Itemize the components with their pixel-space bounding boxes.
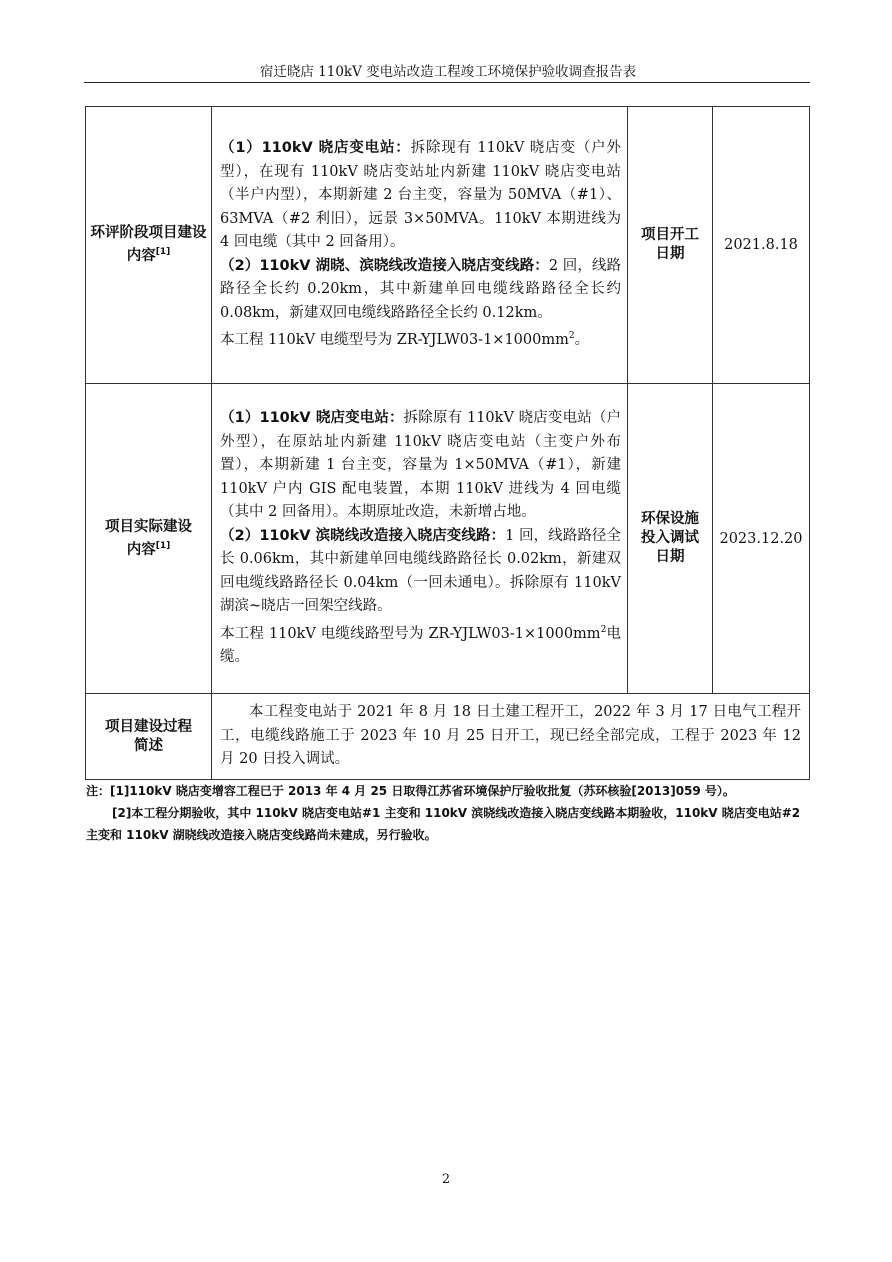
- header-divider: [84, 82, 810, 83]
- actual-p3-sup: 2: [600, 624, 607, 635]
- table-row-actual: [86, 384, 810, 694]
- actual-paragraph-3: [220, 619, 621, 670]
- eia-p3-tail: 。: [574, 332, 590, 349]
- start-date-value: 2021.8.18: [713, 107, 810, 384]
- actual-label-footnote: [1]: [155, 540, 171, 551]
- commissioning-date-label: 环保设施投入调试日期: [628, 384, 713, 694]
- actual-paragraph-2: [220, 525, 621, 619]
- footnote-2: [2]本工程分期验收，其中 110kV 晓店变电站#1 主变和 110kV 滨晓线改造接入晓店变线路本期验收，110kV 晓店变电站#2 主变和 110kV 湖晓线改造接入晓店变线路尚未建成，另行验收。: [86, 806, 801, 842]
- eia-p2-text: 2 回，线路路径全长约 0.20km，其中新建单回电缆线路路径全长约 0.08km，新建双回电缆线路路径全长约 0.12km。: [220, 257, 621, 321]
- page-number: 2: [441, 1172, 451, 1187]
- table-row-process: [86, 694, 810, 780]
- start-date-label: 项目开工日期: [628, 107, 713, 384]
- actual-label-cell: [86, 384, 212, 694]
- commissioning-date-value: 2023.12.20: [713, 384, 810, 694]
- table-row-eia: [86, 107, 810, 384]
- process-text: 本工程变电站于 2021 年 8 月 18 日土建工程开工，2022 年 3 月 17 日电气工程开工，电缆线路施工于 2023 年 10 月 25 日开工，现已经全部完成，工程于 2023 年 12 月 20 日投入调试。: [220, 704, 801, 768]
- footnotes: [86, 780, 808, 846]
- eia-p1-title: （1）110kV 晓店变电站：: [220, 140, 411, 157]
- eia-content-cell: [212, 107, 628, 384]
- eia-p2-title: （2）110kV 湖晓、滨晓线改造接入晓店变线路：: [220, 257, 549, 274]
- actual-p1-title: （1）110kV 晓店变电站：: [220, 410, 404, 427]
- process-label: 项目建设过程简述: [86, 694, 212, 780]
- actual-p3-tail: 电缆。: [220, 625, 622, 666]
- actual-p2-text: 1 回，线路路径全长 0.06km，其中新建单回电缆线路路径长 0.02km，新建双回电缆线路路径长 0.04km（一回未通电）。拆除原有 110kV 湖滨~晓店一回架空线路。: [220, 527, 621, 615]
- eia-paragraph-2: [220, 255, 621, 326]
- eia-label-cell: [86, 107, 212, 384]
- project-info-table: [85, 106, 810, 780]
- process-content-cell: [212, 694, 810, 780]
- footnote-1: 注：[1]110kV 晓店变增容工程已于 2013 年 4 月 25 日取得江苏省环境保护厅验收批复（苏环核验[2013]059 号）。: [86, 784, 735, 798]
- eia-paragraph-3: [220, 325, 621, 352]
- actual-content-cell: [212, 384, 628, 694]
- actual-paragraph-1: [220, 407, 621, 525]
- eia-paragraph-1: [220, 137, 621, 255]
- eia-label: 环评阶段项目建设内容: [90, 225, 207, 264]
- page-header: 宿迁晓店 110kV 变电站改造工程竣工环境保护验收调查报告表: [259, 64, 637, 80]
- eia-p1-text: 拆除现有 110kV 晓店变（户外型），在现有 110kV 晓店变站址内新建 110kV 晓店变电站（半户内型），本期新建 2 台主变，容量为 50MVA（#1）、63MVA（#2 利旧），远景 3×50MVA。110kV 本期进线为 4 回电缆（其中 2 回备用）。: [220, 140, 621, 251]
- actual-label: 项目实际建设内容: [105, 518, 192, 558]
- eia-label-footnote: [1]: [155, 247, 171, 258]
- eia-p3-text: 本工程 110kV 电缆型号为 ZR-YJLW03-1×1000mm: [220, 332, 569, 349]
- actual-p3-text: 本工程 110kV 电缆线路型号为 ZR-YJLW03-1×1000mm: [220, 625, 601, 642]
- actual-p2-title: （2）110kV 滨晓线改造接入晓店变线路：: [220, 527, 506, 544]
- actual-p1-text: 拆除原有 110kV 晓店变电站（户外型），在原站址内新建 110kV 晓店变电站（主变户外布置），本期新建 1 台主变，容量为 1×50MVA（#1），新建 110kV 户内 GIS 配电装置，本期 110kV 进线为 4 回电缆（其中 2 回备用）。本期原址改造，未新增占地。: [220, 410, 621, 521]
- eia-p3-sup: 2: [568, 331, 575, 342]
